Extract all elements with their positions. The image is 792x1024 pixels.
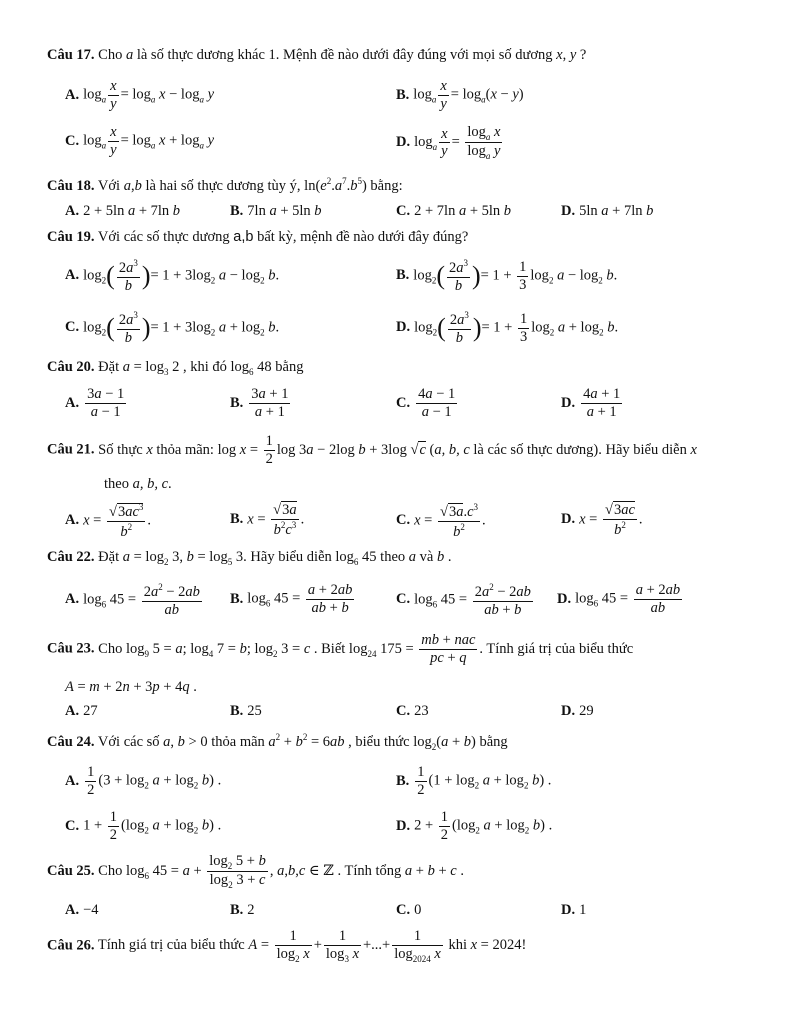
question-17 [47,47,586,64]
answer-20-b[interactable]: B. $\frac{3a + 1}{a + 1}$ [230,386,289,420]
answer-24-b[interactable]: B. $\frac{1}{2}$ $(1 + \log_2 a + \log_2 b)$ . [396,764,552,798]
answer-25-d[interactable]: D. 1 [561,902,587,918]
answer-18-b[interactable]: B. 7ln a + 5ln b [230,203,322,219]
answer-19-c[interactable]: C. $\log_2$( $\frac{2a^3}{b}$ )= $1 + 3\log_2$ $a + \log_2 b$. [65,310,280,346]
answer-21-c[interactable]: C. x = $\frac{√3a.c^3}{b^2}$ . [396,502,486,540]
answer-19-a[interactable]: A. $\log_2$( $\frac{2a^3}{b}$ )= $1 + 3\log_2$ $a - \log_2 b$. [65,258,280,294]
question-19: Câu 19. Với các số thực dương a,b bất kỳ, mệnh đề nào dưới đây đúng? [47,229,469,245]
answer-23-d[interactable]: D. 29 [561,703,594,719]
answer-22-b[interactable]: B. $\log_6 45$ = $\frac{a + 2ab}{ab + b}$ [230,582,353,616]
question-24: Câu 24. Với các số a, b > 0 thỏa mãn $a^2 + b^2 = 6ab$ , biểu thức $\log_2(a + b)$ bằng [47,732,508,752]
question-23-continuation: A = m + 2n + 3p + 4q . [65,679,197,695]
answer-18-a[interactable]: A. 2 + 5ln a + 7ln b [65,203,181,219]
question-26: Câu 26. Tính giá trị của biểu thức A = $\frac{1}{\log_2 x}$ + $\frac{1}{\log_3 x}$ +...+ $\frac{1}{\log_{2024} x}$ khi x = 2024! [47,928,527,964]
answer-23-c[interactable]: C. 23 [396,703,429,719]
answer-21-a[interactable]: A. x = $\frac{√3ac^3}{b^2}$ . [65,502,152,540]
answer-19-d[interactable]: D. $\log_2$( $\frac{2a^3}{b}$ )= 1 + $\frac{1}{3}$ $\log_2 a + \log_2 b$. [396,310,619,346]
question-21-continuation: theo a, b, c. [104,476,172,492]
question-label: Câu 17. [47,47,95,63]
question-22: Câu 22. Đặt $a = \log_2 3$, $b = \log_5 3$. Hãy biểu diễn $\log_6 45$ theo a và b . [47,549,452,567]
answer-20-d[interactable]: D. $\frac{4a + 1}{a + 1}$ [561,386,621,420]
answer-25-a[interactable]: A. −4 [65,902,99,918]
answer-17-a[interactable]: A. $\log_a$ $\frac{x}{y}$ = $\log_a x - \log_a y$ [65,78,215,112]
question-25: Câu 25. Cho $\log_6 45 = a$ + $\frac{\log_2 5 + b}{\log_2 3 + c}$ , a,b,c ∈ ℤ . Tính tổng a + b + c . [47,853,464,891]
answer-24-a[interactable]: A. $\frac{1}{2}$ $(3 + \log_2 a + \log_2 b)$ . [65,764,222,798]
answer-19-b[interactable]: B. $\log_2$( $\frac{2a^3}{b}$ )= 1 + $\frac{1}{3}$ $\log_2 a - \log_2 b$. [396,258,618,294]
question-23: Câu 23. Cho $\log_9 5 = a$; $\log_4 7 = b$; $\log_2 3 = c$ . Biết $\log_{24} 175$ = $\frac{\text{mb + nac}}{pc + q}$ . Tính giá trị của biểu thức [47,632,634,666]
answer-18-d[interactable]: D. 5ln a + 7ln b [561,203,654,219]
question-20: Câu 20. Đặt $a = \log_3 2$ , khi đó $\log_6 48$ bằng [47,359,304,377]
answer-25-b[interactable]: B. 2 [230,902,255,918]
answer-17-b[interactable]: B. $\log_a$ $\frac{x}{y}$ = $\log_a(x - y)$ [396,78,524,112]
question-text: Cho a là số thực dương khác 1. Mệnh đề nào dưới đây đúng với mọi số dương x, y ? [98,47,587,63]
answer-25-c[interactable]: C. 0 [396,902,422,918]
answer-22-a[interactable]: A. $\log_6 45$ = $\frac{2a^2 - 2ab}{ab}$ [65,582,200,618]
answer-23-b[interactable]: B. 25 [230,703,262,719]
answer-20-a[interactable]: A. $\frac{3a - 1}{a - 1}$ [65,386,125,420]
answer-20-c[interactable]: C. $\frac{4a - 1}{a - 1}$ [396,386,456,420]
answer-21-b[interactable]: B. x = $\frac{√3a}{b^2c^3}$ . [230,502,305,538]
question-18: Câu 18. Với a,b là hai số thực dương tùy ý, $\ln(e^2.a^7.b^5)$ bằng: [47,176,403,194]
answer-23-a[interactable]: A. 27 [65,703,98,719]
answer-17-d[interactable]: D. $\log_a$ $\frac{x}{y}$ = $\frac{\log_a x}{\log_a y}$ [396,124,501,162]
answer-17-c[interactable]: C. $\log_a$ $\frac{x}{y}$ = $\log_a x + \log_a y$ [65,124,215,158]
question-21: Câu 21. Số thực x thỏa mãn: log x = $\frac{1}{2}$ log 3a − 2log b + 3log √c (a, b, c là các số thực dương). Hãy biểu diễn x [47,433,697,467]
answer-24-d[interactable]: D. 2 + $\frac{1}{2}$ ($\log_2$ $a + \log_2 b$) . [396,809,553,843]
answer-24-c[interactable]: C. 1 + $\frac{1}{2}$ ($\log_2$ $a + \log_2 b$) . [65,809,222,843]
answer-22-d[interactable]: D. $\log_6 45$ = $\frac{a + 2ab}{ab}$ [557,582,681,616]
answer-21-d[interactable]: D. x = $\frac{√3ac}{b^2}$ . [561,502,643,538]
answer-22-c[interactable]: C. $\log_6 45$ = $\frac{2a^2 - 2ab}{ab + b}$ [396,582,531,618]
answer-18-c[interactable]: C. 2 + 7ln a + 5ln b [396,203,512,219]
